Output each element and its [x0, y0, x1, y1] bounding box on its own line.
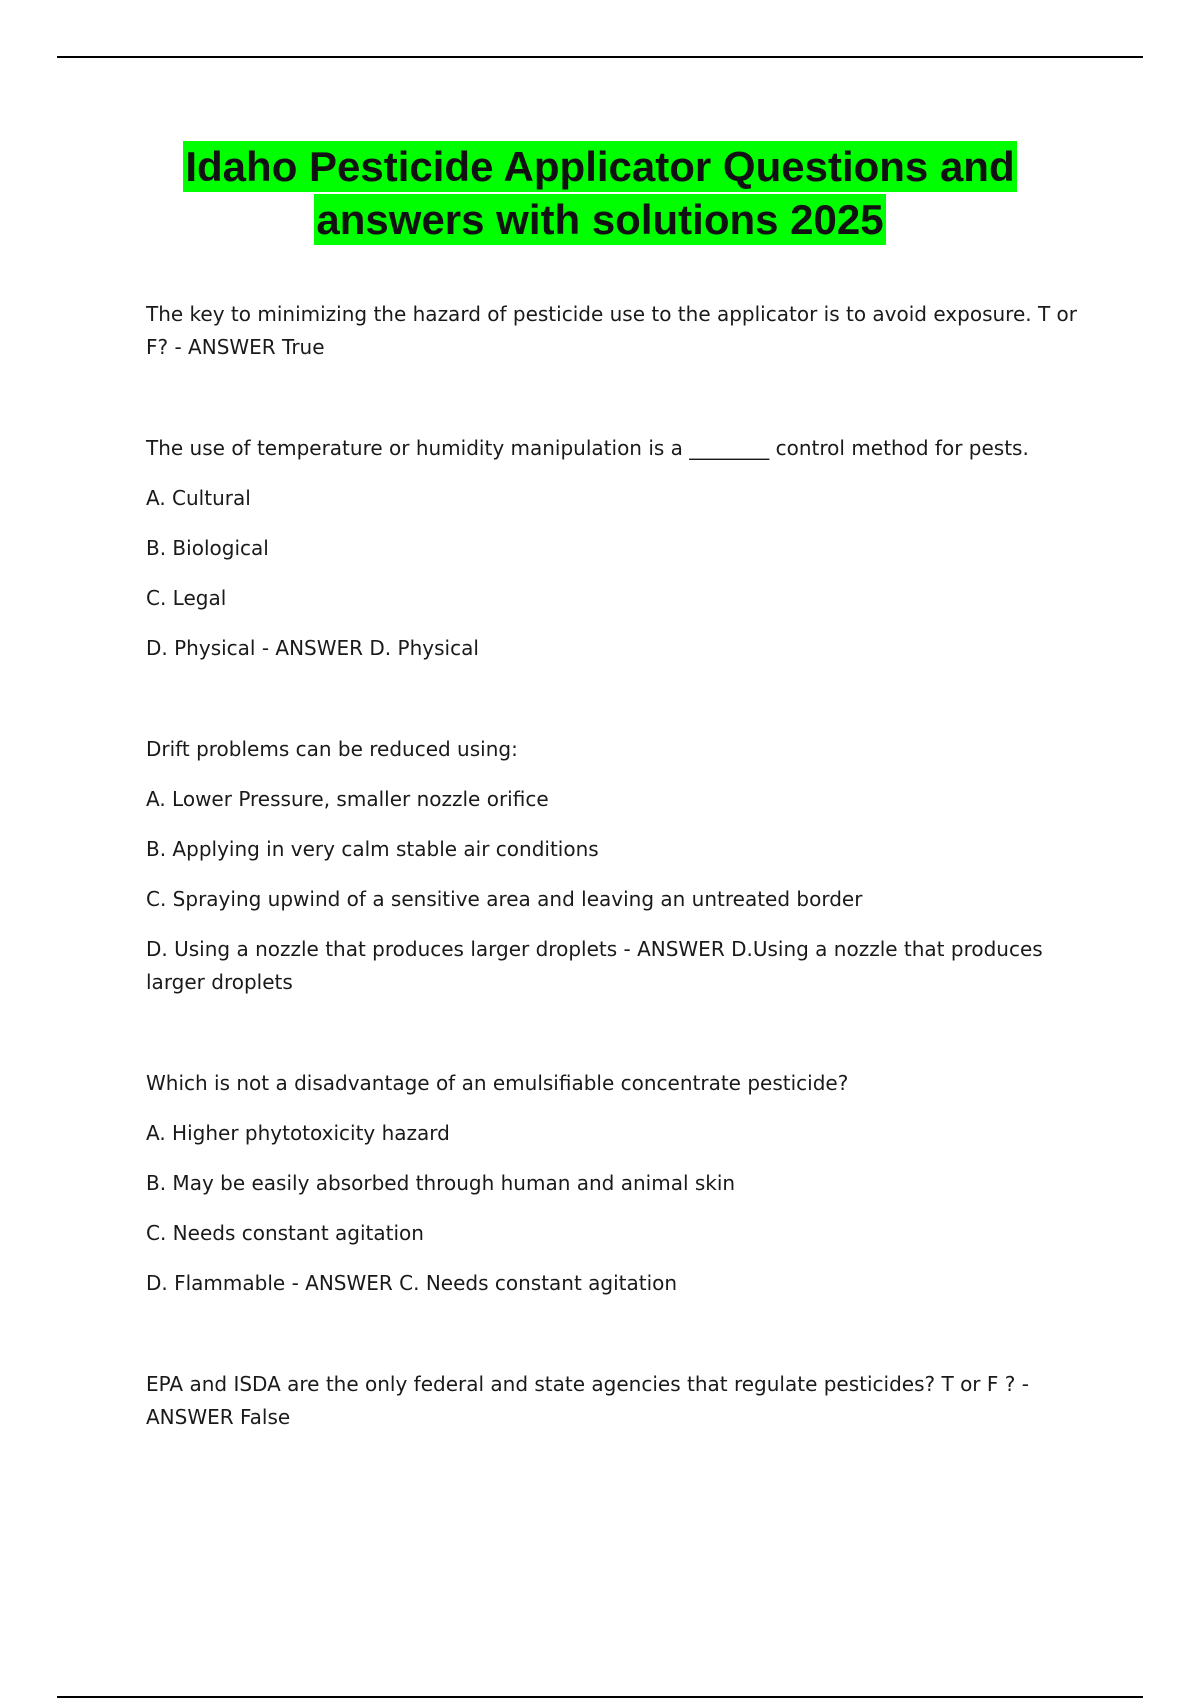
- question-item-4: [146, 1067, 1096, 1300]
- question-item-2: [146, 432, 1096, 665]
- answer-option: C. Legal: [146, 586, 227, 610]
- answer-option: A. Higher phytotoxicity hazard: [146, 1121, 450, 1145]
- answer-option: C. Spraying upwind of a sensitive area and leaving an untreated border: [146, 887, 863, 911]
- top-rule: [57, 56, 1143, 58]
- answer-option: D. Physical - ANSWER D. Physical: [146, 636, 479, 660]
- page-title: [60, 140, 1140, 246]
- answer-option: B. Applying in very calm stable air conditions: [146, 837, 599, 861]
- answer-option: B. May be easily absorbed through human and animal skin: [146, 1171, 736, 1195]
- question-item-5: [146, 1368, 1096, 1434]
- question-prompt: Which is not a disadvantage of an emulsifiable concentrate pesticide?: [146, 1071, 849, 1095]
- question-prompt: The use of temperature or humidity manipulation is a ________ control method for pests.: [146, 436, 1029, 460]
- question-prompt: The key to minimizing the hazard of pesticide use to the applicator is to avoid exposure. T or F? - ANSWER True: [146, 302, 1078, 359]
- answer-option: A. Cultural: [146, 486, 251, 510]
- title-line-2: answers with solutions 2025: [316, 196, 884, 243]
- answer-option: B. Biological: [146, 536, 269, 560]
- question-item-3: [146, 733, 1096, 999]
- question-list: [146, 298, 1096, 1434]
- answer-option: D. Flammable - ANSWER C. Needs constant agitation: [146, 1271, 678, 1295]
- bottom-rule: [57, 1696, 1143, 1698]
- answer-option: A. Lower Pressure, smaller nozzle orifice: [146, 787, 549, 811]
- answer-option: D. Using a nozzle that produces larger droplets - ANSWER D.Using a nozzle that produces larger droplets: [146, 937, 1043, 994]
- answer-option: C. Needs constant agitation: [146, 1221, 424, 1245]
- question-item-1: [146, 298, 1096, 364]
- title-line-1: Idaho Pesticide Applicator Questions and: [185, 143, 1015, 190]
- question-prompt: EPA and ISDA are the only federal and state agencies that regulate pesticides? T or F ? - ANSWER False: [146, 1372, 1029, 1429]
- question-prompt: Drift problems can be reduced using:: [146, 737, 518, 761]
